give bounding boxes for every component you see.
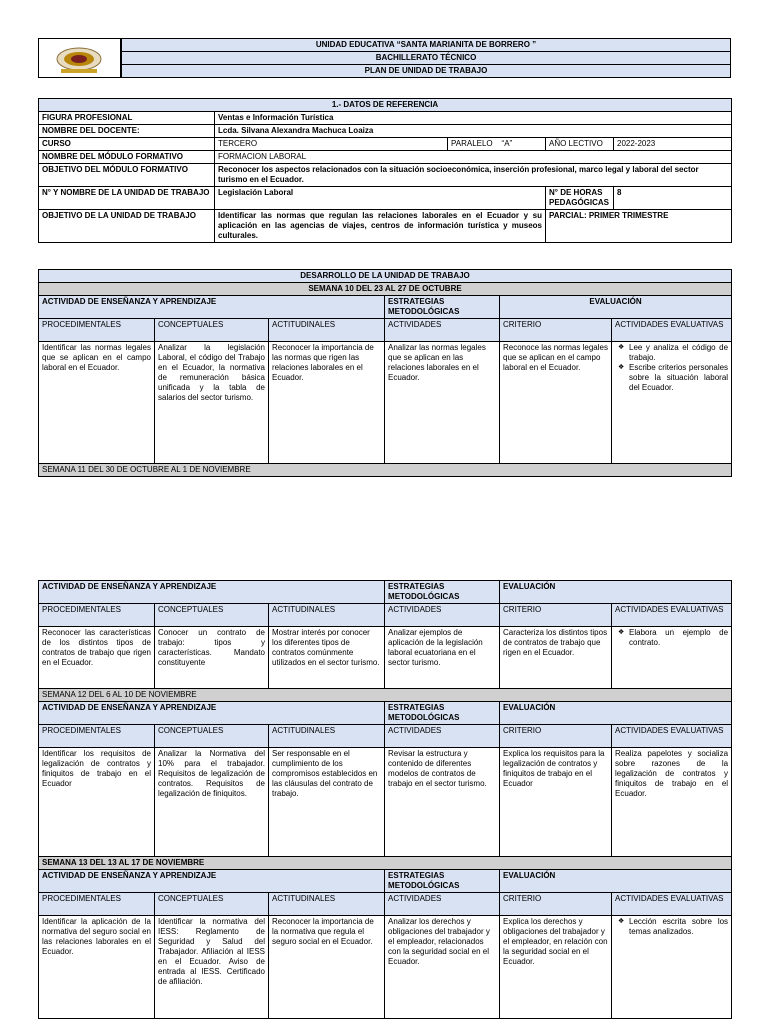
s13-evaluativas [612,916,732,1019]
unidad-value: Legislación Laboral [215,187,546,210]
school-logo [38,38,121,78]
evaluacion-header: EVALUACIÓN [500,702,732,725]
program-name: BACHILLERATO TÉCNICO [122,52,731,65]
semana-12-title: SEMANA 12 DEL 6 AL 10 DE NOVIEMBRE [39,689,732,702]
s11-eval-item-1: ❖ Elabora un ejemplo de contrato. [629,628,728,648]
objetivo-unidad-label: OBJETIVO DE LA UNIDAD DE TRABAJO [39,210,215,243]
actitudinales-header: ACTITUDINALES [269,319,385,342]
estrategias-header: ESTRATEGIAS METODOLÓGICAS [385,702,500,725]
s10-conceptual: Analizar la legislación Laboral, el código del Trabajo en el Ecuador, la normativa de remuneración básica unificada y la tabla de salarios del sector turismo. [155,342,269,464]
development-table-1 [38,269,732,477]
actividades-header: ACTIVIDADES [385,725,500,748]
curso-label: CURSO [39,138,215,151]
actividad-header: ACTIVIDAD DE ENSEÑANZA Y APRENDIZAJE [39,296,385,319]
procedimentales-header: PROCEDIMENTALES [39,604,155,627]
unidad-label: N° Y NOMBRE DE LA UNIDAD DE TRABAJO [39,187,215,210]
s11-procedimental: Reconocer las características de los distintos tipos de contratos de trabajo que rigen en el Ecuador. [39,627,155,689]
s10-actitudinal: Reconocer la importancia de las normas que rigen las relaciones laborales en el Ecuador. [269,342,385,464]
docente-label: NOMBRE DEL DOCENTE: [39,125,215,138]
estrategias-header: ESTRATEGIAS METODOLÓGICAS [385,870,500,893]
s13-procedimental: Identificar la aplicación de la normativa del seguro social en las relaciones laborales en el Ecuador. [39,916,155,1019]
docente-value: Lcda. Silvana Alexandra Machuca Loaiza [215,125,732,138]
evaluacion-header: EVALUACIÓN [500,870,732,893]
horas-label: N° DE HORAS PEDAGÓGICAS [546,187,614,210]
evaluacion-header: EVALUACIÓN [500,296,732,319]
actividad-header: ACTIVIDAD DE ENSEÑANZA Y APRENDIZAJE [39,581,385,604]
act-eval-header: ACTIVIDADES EVALUATIVAS [612,725,732,748]
development-title: DESARROLLO DE LA UNIDAD DE TRABAJO [39,270,732,283]
s12-evaluativas: Realiza papelotes y socializa sobre razones de la legalización de contratos y finiquitos de trabajo en el Ecuador. [612,748,732,857]
paralelo-value: “A” [501,139,513,148]
procedimentales-header: PROCEDIMENTALES [39,319,155,342]
figura-value: Ventas e Información Turística [215,112,732,125]
paralelo-cell [448,138,546,151]
anio-value: 2022-2023 [614,138,732,151]
modulo-label: NOMBRE DEL MÓDULO FORMATIVO [39,151,215,164]
procedimentales-header: PROCEDIMENTALES [39,893,155,916]
s10-eval-item-1: ❖ Lee y analiza el código de trabajo. [629,343,728,363]
criterio-header: CRITERIO [500,604,612,627]
criterio-header: CRITERIO [500,725,612,748]
s13-actitudinal: Reconocer la importancia de la normativa que regula el seguro social en el Ecuador. [269,916,385,1019]
s11-criterio: Caracteriza los distintos tipos de contratos de trabajo que rigen en el Ecuador. [500,627,612,689]
procedimentales-header: PROCEDIMENTALES [39,725,155,748]
s12-actividades: Revisar la estructura y contenido de diferentes modelos de contratos de trabajo en el sector turismo. [385,748,500,857]
parcial-value: PARCIAL: PRIMER TRIMESTRE [546,210,732,243]
document-title: PLAN DE UNIDAD DE TRABAJO [122,65,731,78]
s13-conceptual: Identificar la normativa del IESS: Reglamento de Seguridad y Salud del Trabajador. Afiliación al IESS en el Ecuador. Aviso de entrada al IESS. Certificado de afiliación. [155,916,269,1019]
semana-10-title: SEMANA 10 DEL 23 AL 27 DE OCTUBRE [39,283,732,296]
s11-actitudinal: Mostrar interés por conocer los diferentes tipos de contratos comúnmente utilizados en el sector turismo. [269,627,385,689]
actividades-header: ACTIVIDADES [385,319,500,342]
actitudinales-header: ACTITUDINALES [269,604,385,627]
objetivo-modulo-value: Reconocer los aspectos relacionados con la situación socioeconómica, inserción profesional, marco legal y laboral del sector turismo en el Ecuador. [215,164,732,187]
reference-table [38,98,732,243]
modulo-value: FORMACION LABORAL [215,151,732,164]
conceptuales-header: CONCEPTUALES [155,893,269,916]
conceptuales-header: CONCEPTUALES [155,725,269,748]
objetivo-modulo-label: OBJETIVO DEL MÓDULO FORMATIVO [39,164,215,187]
s11-actividades: Analizar ejemplos de aplicación de la legislación laboral ecuatoriana en el sector turismo. [385,627,500,689]
s10-actividades: Analizar las normas legales que se aplican en las relaciones laborales en el Ecuador. [385,342,500,464]
actitudinales-header: ACTITUDINALES [269,725,385,748]
paralelo-label: PARALELO [451,139,493,148]
development-table-2 [38,580,732,1019]
header-table [121,38,731,78]
s12-actitudinal: Ser responsable en el cumplimiento de los compromisos establecidos en las cláusulas del contrato de trabajo. [269,748,385,857]
curso-value: TERCERO [215,138,448,151]
semana-11-title: SEMANA 11 DEL 30 DE OCTUBRE AL 1 DE NOVIEMBRE [39,464,732,477]
act-eval-header: ACTIVIDADES EVALUATIVAS [612,604,732,627]
s12-criterio: Explica los requisitos para la legalización de contratos y finiquitos de trabajo en el Ecuador [500,748,612,857]
actividad-header: ACTIVIDAD DE ENSEÑANZA Y APRENDIZAJE [39,702,385,725]
s13-eval-item-1: ❖ Lección escrita sobre los temas analizados. [629,917,728,937]
actividad-header: ACTIVIDAD DE ENSEÑANZA Y APRENDIZAJE [39,870,385,893]
reference-title: 1.- DATOS DE REFERENCIA [39,99,732,112]
s13-criterio: Explica los derechos y obligaciones del trabajador y el empleador, en relación con la seguridad social en el Ecuador. [500,916,612,1019]
figura-label: FIGURA PROFESIONAL [39,112,215,125]
school-name: UNIDAD EDUCATIVA “SANTA MARIANITA DE BORRERO ” [122,39,731,52]
s10-eval-item-2: ❖ Escribe criterios personales sobre la situación laboral del Ecuador. [629,363,728,393]
act-eval-header: ACTIVIDADES EVALUATIVAS [612,319,732,342]
horas-value: 8 [614,187,732,210]
conceptuales-header: CONCEPTUALES [155,604,269,627]
estrategias-header: ESTRATEGIAS METODOLÓGICAS [385,581,500,604]
s10-criterio: Reconoce las normas legales que se aplican en el campo laboral en el Ecuador. [500,342,612,464]
s11-evaluativas [612,627,732,689]
s12-procedimental: Identificar los requisitos de legalización de contratos y finiquitos de trabajo en el Ecuador [39,748,155,857]
actividades-header: ACTIVIDADES [385,893,500,916]
semana-13-title: SEMANA 13 DEL 13 AL 17 DE NOVIEMBRE [39,857,732,870]
s13-actividades: Analizar los derechos y obligaciones del trabajador y el empleador, relacionados con la seguridad social en el Ecuador. [385,916,500,1019]
act-eval-header: ACTIVIDADES EVALUATIVAS [612,893,732,916]
anio-label: AÑO LECTIVO [546,138,614,151]
s11-conceptual: Conocer un contrato de trabajo: tipos y características. Mandato constituyente [155,627,269,689]
criterio-header: CRITERIO [500,319,612,342]
conceptuales-header: CONCEPTUALES [155,319,269,342]
actitudinales-header: ACTITUDINALES [269,893,385,916]
s12-conceptual: Analizar la Normativa del 10% para el trabajador. Requisitos de legalización de contratos. Requisitos de legalización de finiquitos. [155,748,269,857]
actividades-header: ACTIVIDADES [385,604,500,627]
s10-evaluativas [612,342,732,464]
evaluacion-header: EVALUACIÓN [500,581,732,604]
crest-icon [39,39,120,77]
s10-procedimental: Identificar las normas legales que se aplican en el campo laboral en el Ecuador. [39,342,155,464]
criterio-header: CRITERIO [500,893,612,916]
estrategias-header: ESTRATEGIAS METODOLÓGICAS [385,296,500,319]
objetivo-unidad-value: Identificar las normas que regulan las relaciones laborales en el Ecuador y su aplicación en las agencias de viajes, centros de información turística y museos culturales. [215,210,546,243]
